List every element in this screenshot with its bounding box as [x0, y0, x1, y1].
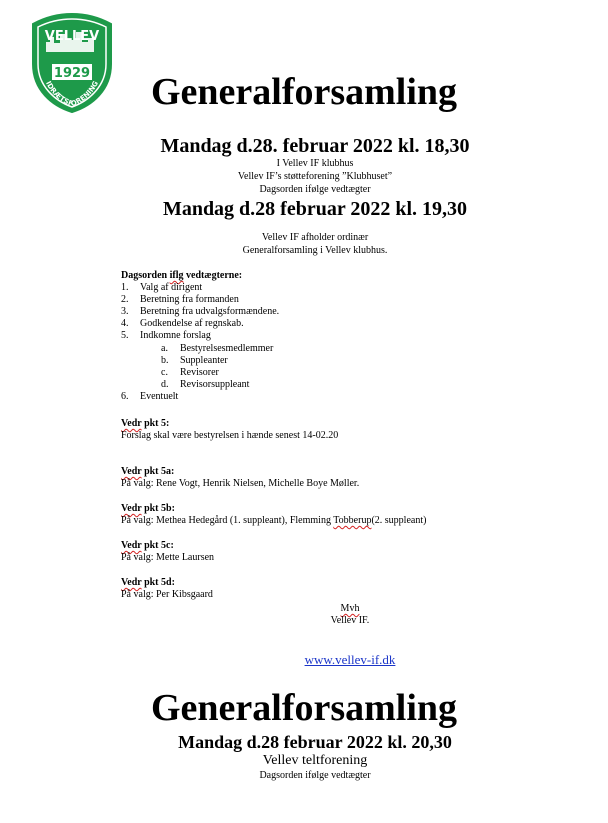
- point-5: [121, 418, 541, 442]
- agenda-item: 1. Valg af dirigent: [121, 282, 203, 294]
- point-heading: pkt 5d:: [141, 577, 175, 588]
- meeting-location-3: Vellev teltforening: [262, 753, 368, 768]
- agenda-item: 5. Indkomne forslag: [121, 330, 211, 342]
- signoff-greeting: Mvh: [340, 603, 360, 614]
- meeting-date-3: Mandag d.28 februar 2022 kl. 20,30: [178, 732, 452, 752]
- name-tobberup: Tobberup: [333, 515, 372, 527]
- intro-line-1: Vellev IF afholder ordinær: [261, 232, 369, 243]
- point-heading: pkt 5:: [141, 418, 170, 429]
- point-body: På valg: Rene Vogt, Henrik Nielsen, Michelle Boye Møller.: [121, 478, 360, 490]
- agenda-item: 4. Godkendelse af regnskab.: [121, 318, 244, 330]
- point-5b: [121, 503, 541, 527]
- agenda-item: 6. Eventuelt: [121, 390, 179, 402]
- point-body: På valg: Per Kibsgaard: [121, 589, 213, 601]
- agenda-note-1: Dagsorden ifølge vedtægter: [259, 184, 371, 195]
- logo-club-name: VELLEV: [44, 29, 100, 44]
- agenda: [121, 270, 521, 403]
- point-5d: [121, 577, 541, 601]
- point-body: På valg: Methea Hedegård (1. suppleant), Flemming Tobberup(2. suppleant): [121, 515, 427, 527]
- point-heading-vedr: Vedr: [121, 577, 142, 588]
- point-body: På valg: Mette Laursen: [121, 552, 215, 564]
- agenda-list: [121, 282, 521, 403]
- agenda-heading-iflg: iflg: [169, 270, 184, 281]
- agenda-sub-item: a. Bestyrelsesmedlemmer: [161, 342, 274, 354]
- signoff-name: Vellev IF.: [330, 615, 370, 626]
- intro-line-2: Generalforsamling i Vellev klubhus.: [242, 245, 388, 256]
- point-5c: [121, 540, 541, 564]
- meeting-organizer-1: Vellev IF’s støtteforening ”Klubhuset”: [237, 171, 393, 182]
- point-heading-vedr: Vedr: [121, 418, 142, 429]
- agenda-heading-suffix: vedtægterne:: [183, 270, 243, 281]
- point-heading: pkt 5a:: [141, 466, 175, 477]
- point-heading-vedr: Vedr: [121, 540, 142, 551]
- point-body: Forslag skal være bestyrelsen i hænde senest 14-02.20: [121, 430, 339, 442]
- point-heading-vedr: Vedr: [121, 466, 142, 477]
- agenda-item: 2. Beretning fra formanden: [121, 294, 239, 306]
- agenda-sub-item: b. Suppleanter: [161, 354, 228, 366]
- agenda-heading-prefix: Dagsorden: [121, 270, 170, 281]
- point-heading: pkt 5b:: [141, 503, 175, 514]
- logo-year: 1929: [53, 66, 91, 81]
- website-link[interactable]: www.vellev-if.dk: [304, 652, 396, 667]
- website-link-container: [250, 651, 450, 669]
- meeting-location-1: I Vellev IF klubhus: [276, 158, 354, 169]
- agenda-sub-item: d. Revisorsuppleant: [161, 378, 250, 390]
- agenda-heading: [121, 270, 521, 282]
- point-heading-vedr: Vedr: [121, 503, 142, 514]
- main-title-2: Generalforsamling: [150, 687, 458, 729]
- point-heading: pkt 5c:: [141, 540, 174, 551]
- agenda-note-3: Dagsorden ifølge vedtægter: [259, 770, 371, 781]
- agenda-item: 3. Beretning fra udvalgsformændene.: [121, 306, 280, 318]
- point-5a: [121, 466, 541, 490]
- meeting-date-2: Mandag d.28 februar 2022 kl. 19,30: [162, 198, 468, 220]
- main-title: Generalforsamling: [150, 71, 458, 113]
- agenda-sub-item: c. Revisorer: [161, 366, 219, 378]
- logo-subtitle: IDRÆTSFORENING: [44, 79, 101, 109]
- meeting-date-1: Mandag d.28. februar 2022 kl. 18,30: [160, 135, 470, 157]
